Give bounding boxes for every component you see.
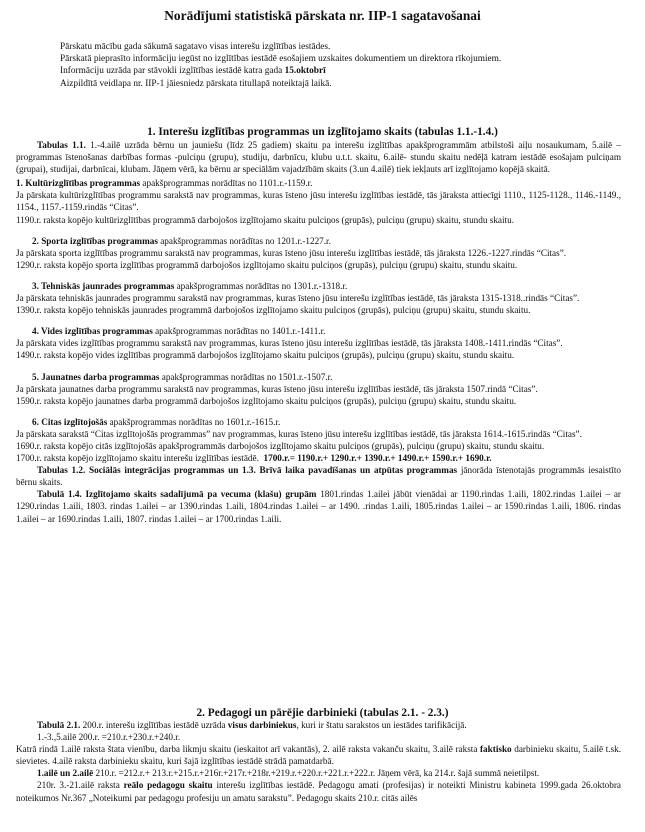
program-range: apakšprogrammas norādītas no 1201.r.-1227.r.	[160, 235, 331, 246]
total-1700-formula: 1700.r.= 1190.r.+ 1290.r.+ 1390.r.+ 1490.r.+ 1590.r.+ 1690.r.	[263, 453, 492, 464]
section-2-body	[16, 719, 621, 804]
sum-label: 1.ailē un 2.ailē	[37, 768, 94, 779]
teachers-emphasis: reālo pedagogu skaitu	[123, 780, 213, 791]
table-1-1-label: Tabulas 1.1.	[37, 140, 86, 150]
sum-paragraph	[16, 767, 621, 779]
teachers-text: 210r. 3.-21.ailē raksta	[37, 780, 120, 791]
program-heading	[16, 416, 621, 428]
section-1-heading: 1. Interešu izglītības programmas un izglītojamo skaits (tabulas 1.1.-1.4.)	[147, 126, 498, 138]
program-name: 3. Tehniskās jaunrades programmas	[32, 280, 175, 291]
intro-line: Aizpildītā veidlapa nr. IIP-1 jāiesniedz pārskata titullapā noteiktajā laikā.	[60, 78, 332, 89]
intro-line	[60, 65, 620, 77]
intro-date: 15.oktobrī	[284, 66, 326, 77]
program-name: 2. Sporta izglītības programmas	[32, 235, 158, 246]
program-range: apakšprogrammas norādītas no 1301.r.-1318.r.	[176, 280, 348, 291]
program-range: apakšprogrammas norādītas no 1501.r.-1507.r.	[161, 371, 333, 382]
program-total: 1590.r. raksta kopējo jaunatnes darba programmā darbojošos izglītojamo skaitu pulciņos (grupās), pulciņu (grupu) skaitu, stundu skaitu.	[16, 395, 517, 406]
intro-date-text: Informāciju uzrāda par stāvokli izglītības iestādē katra gada	[60, 66, 283, 77]
program-heading	[16, 371, 621, 383]
table-1-4-label: Tabulā 1.4. Izglītojamo skaits sadalījumā pa vecuma (klašu) grupām	[37, 489, 317, 500]
section-1-body	[16, 139, 621, 525]
teachers-paragraph	[16, 779, 621, 803]
program-range: apakšprogrammas norādītas no 1601.r.-1615.r.	[109, 416, 281, 427]
program-total: 1690.r. raksta kopējo citās izglītojošās apakšprogrammās darbojošos izglītojamo skaitu pulciņos (grupās), pulciņu (grupu) skaitu, stundu skaitu.	[16, 440, 545, 451]
program-total: 1490.r. raksta kopējo vides izglītības programmā darbojošos izglītojamo skaitu pulciņos (grupās), pulciņu (grupu) skaitu, stundu skaitu.	[16, 350, 515, 361]
intro-line: Pārskatā pieprasīto informāciju iegūst no izglītības iestādē esošajiem uzskaites dokumentiem un direktora rīkojumiem.	[60, 54, 502, 65]
program-note: Ja pārskata sarakstā “Citas izglītojošās programmas” nav programmas, kuras īsteno jūsu interešu izglītības iestādē, tās jāraksta 1614.-1615.rindās “Citas”.	[16, 428, 582, 439]
columns-text-end: darbinieku skaitu, 5.ailē t.sk. sievietes. 4.ailē raksta darbinieku skaitu, kuri šajā izglītības iestādē strādā pamatdarbā.	[16, 744, 622, 767]
formula-line: 1.-3.,5.ailē 200.r. =210.r.+230.r.+240.r.	[37, 732, 181, 743]
table-2-1-text: 200.r. interešu izglītības iestādē uzrāda	[82, 720, 226, 730]
program-range: apakšprogrammas norādītas no 1101.r.-1159.r.	[142, 178, 313, 189]
table-2-1-label: Tabulā 2.1.	[37, 720, 81, 730]
table-1-4-paragraph	[16, 488, 621, 524]
table-2-1-text-end: , kuri ir štatu sarakstos un iestādes tarifikācijā.	[296, 720, 467, 730]
table-2-1-emphasis: visus darbiniekus	[227, 720, 297, 730]
program-heading	[16, 177, 621, 189]
total-1700-text: 1700.r. raksta kopējo izglītojamo skaitu interešu izglītības iestādē.	[16, 453, 259, 464]
program-note: Ja pārskata vides izglītības programmu sarakstā nav programmas, kuras īsteno jūsu interešu izglītības iestādē, tās jāraksta 1408.-1411.rindās “Citas”.	[16, 338, 563, 349]
program-note: Ja pārskata tehniskās jaunrades programmu sarakstā nav programmas, kuras īsteno jūsu interešu izglītības iestādē, tās jāraksta 1315-1318..rindās “Citas”.	[16, 293, 580, 304]
table-1-2-label: Tabulas 1.2. Sociālās integrācijas programmas un 1.3. Brīvā laika pavadīšanas un atpūtas programmas	[37, 465, 458, 476]
teachers-text-end: interešu izglītības iestādē. Pedagogu amati (profesijas) ir noteikti Ministru kabineta 1999.gada 26.oktobra noteikumos Nr.367 „Noteikumi par pedagogu profesiju un amatu sarakstu”. Pedagogu skaits 210.r. citās ailēs	[16, 780, 622, 803]
program-range: apakšprogrammas norādītas no 1401.r.-1411.r.	[155, 326, 326, 337]
table-1-1-paragraph	[16, 139, 621, 175]
table-2-1-paragraph	[16, 719, 621, 731]
program-total: 1190.r. raksta kopējo kultūrizglītības programmā darbojošos izglītojamo skaitu pulciņos (grupās), pulciņu (grupu) skaitu, stundu skaitu.	[16, 214, 514, 225]
program-name: 5. Jaunatnes darba programmas	[32, 371, 160, 382]
program-name: 1. Kultūrizglītības programmas	[16, 178, 141, 189]
table-1-1-text: 1.-4.ailē uzrāda bērnu un jauniešu (līdz 25 gadiem) skaitu pa interešu izglītības apakšprogrammām atbilstoši aiļu nosaukumam, 5.ailē –programmas īstenošanas darbības formas -pulciņu (grupu), studiju, darbnīcu, klubu u.t.t. skaitu, 6.ailē- stundu skaitu nedēļā katram iestādē esošajam pulciņam (grupai), studijai, darbnīcai, klubam. Jāņem vērā, ka bērnu ar speciālām vajadzībām skaits (3.un 4.ailē) tiek iekļauts arī izglītojamo kopējā skaitā.	[16, 140, 622, 175]
program-note: Ja pārskata sporta izglītības programmu sarakstā nav programmas, kuras īsteno jūsu interešu izglītības iestādē, tās jāraksta 1226.-1227.rindās “Citas”.	[16, 247, 567, 258]
program-total: 1290.r. raksta kopējo sporta izglītības programmā darbojošos izglītojamo skaitu pulciņos (grupās), pulciņu (grupu) skaitu, stundu skaitu.	[16, 259, 518, 270]
program-note: Ja pārskata jaunatnes darba programmu sarakstā nav programmas, kuras īsteno jūsu interešu izglītības iestādē, tās jāraksta 1507.rindā “Citas”.	[16, 383, 538, 394]
program-heading	[16, 235, 621, 247]
total-1700-line	[16, 452, 621, 464]
intro-line: Pārskatu mācību gada sākumā sagatavo visas interešu izglītības iestādes.	[60, 42, 331, 52]
program-note: Ja pārskata kultūrizglītības programmu sarakstā nav programmas, kuras īsteno jūsu interešu izglītības iestādē, tās jāraksta attiecīgi 1110., 1125-1128., 1146.-1149., 1154., 1157.-1159.rindās “Citas”.	[16, 190, 621, 213]
table-1-4-text: 1801.rindas 1.ailei jābūt vienādai ar 1190.rindas 1.aili, 1802.rindas 1.ailei – ar 1290.rindas 1.aili, 1803. rindas 1.ailei – ar 1390.rindas 1.aili, 1804.rindas 1.ailei – ar 1490. .rindas 1.aili, 1805.rindas 1.ailei – ar 1590.rindas 1.aili, 1806. rindas 1.ailei – ar 1690.rindas 1.aili, 1807. rindas 1.ailei – ar 1700.rindas 1.aili.	[16, 489, 621, 524]
sum-text: 210.r. =212.r.+ 213.r.+215.r.+216r.+217r.+218r.+219.r.+220.r.+221.r.+222.r. Jāņem vērā, ka 214.r. šajā summā neietilpst.	[95, 768, 540, 779]
program-total: 1390.r. raksta kopējo tehniskās jaunrades programmā darbojošos izglītojamo skaitu pulciņos (grupās), pulciņu (grupu) skaitu, stundu skaitu.	[16, 305, 531, 316]
section-2-heading: 2. Pedagogi un pārējie darbinieki (tabulas 2.1. - 2.3.)	[196, 707, 449, 719]
table-1-2-text: jānorāda īstenotajās programmās iesaistīto bērnu skaits.	[16, 465, 622, 488]
program-heading	[16, 325, 621, 337]
intro-block	[60, 41, 620, 90]
page-title: Norādījumi statistiskā pārskata nr. IIP-1 sagatavošanai	[164, 8, 481, 23]
program-name: 4. Vides izglītības programmas	[32, 326, 153, 337]
program-heading	[16, 280, 621, 292]
columns-text: Katrā rindā 1.ailē raksta štata vienību, darba likmju skaitu (ieskaitot arī vakantās), 2. ailē raksta vakanču skaitu, 3.ailē raksta	[16, 744, 478, 755]
program-name: 6. Citas izglītojošās	[32, 416, 108, 427]
columns-emphasis: faktisko	[480, 744, 512, 755]
table-1-2-paragraph	[16, 464, 621, 488]
columns-paragraph	[16, 743, 621, 767]
